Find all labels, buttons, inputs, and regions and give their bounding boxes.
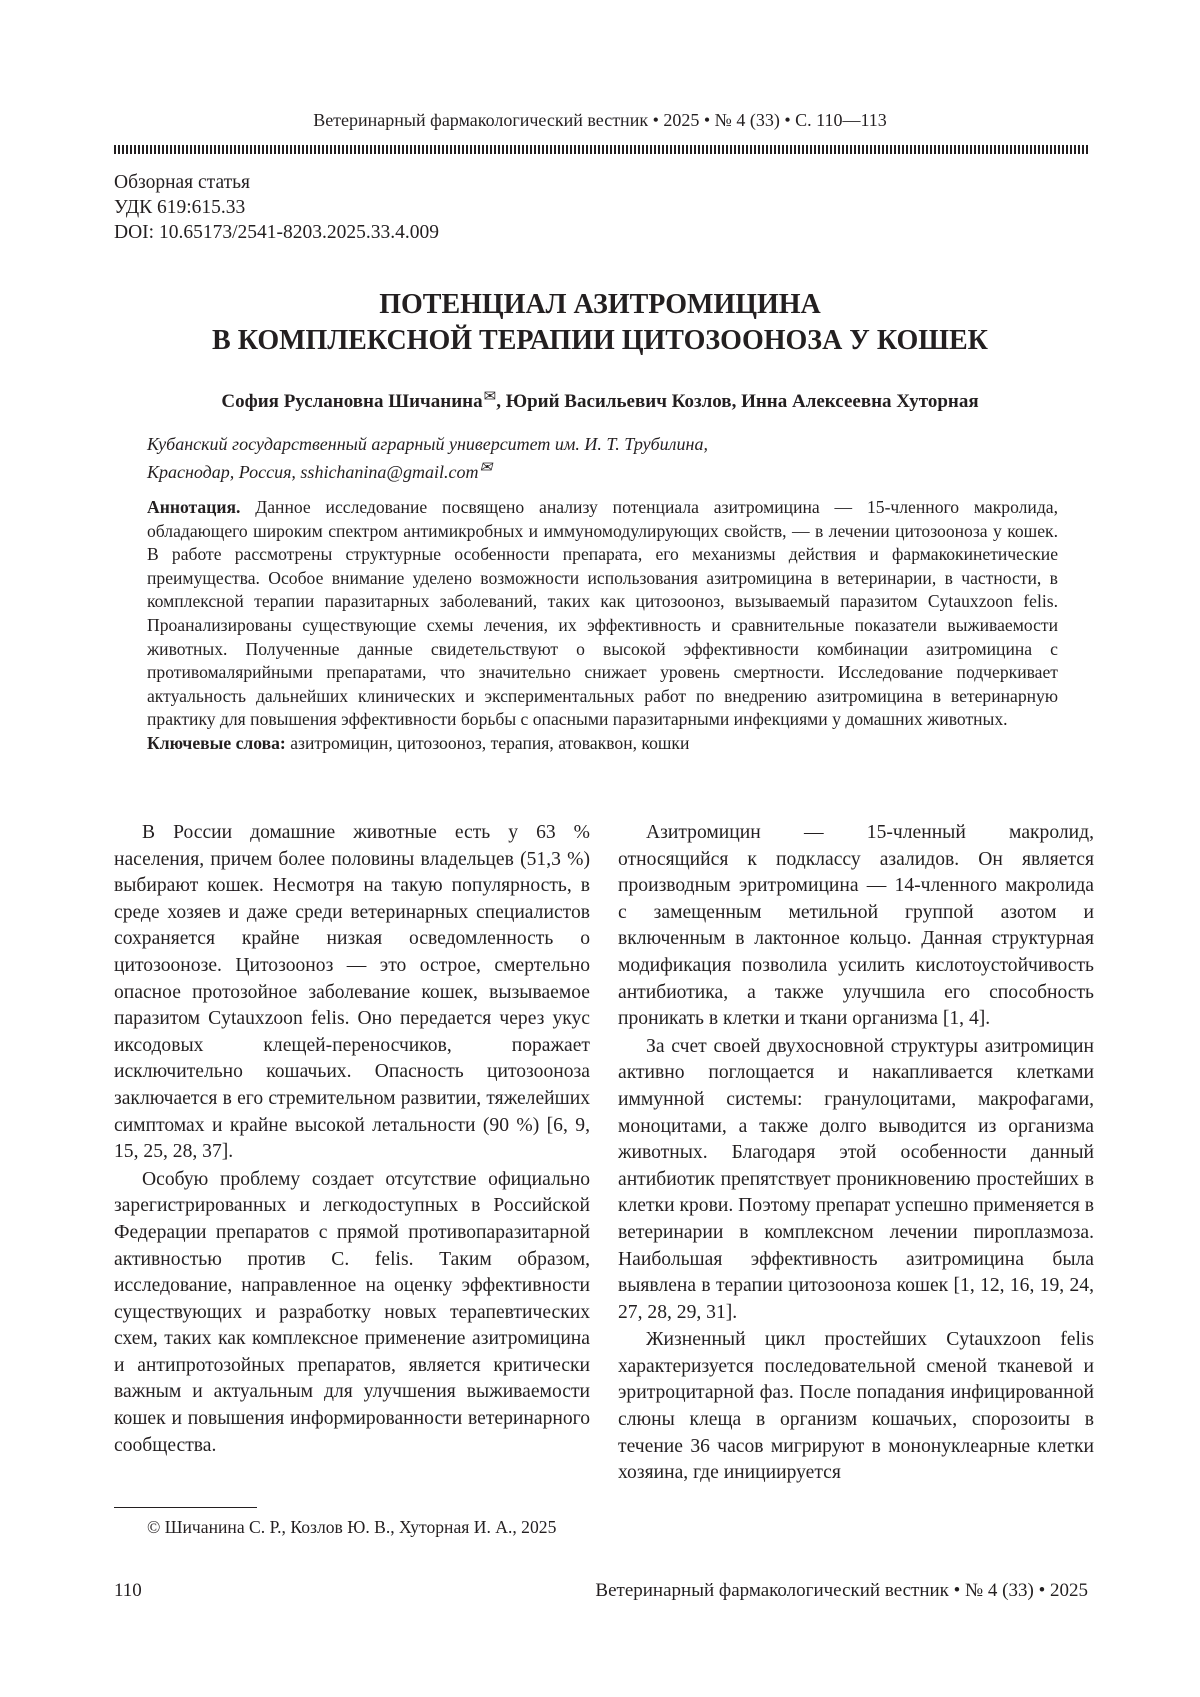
abstract [147,496,1058,756]
abstract-text: Данное исследование посвящено анализу потенциала азитромицина — 15-членного макролида, обладающего широким спектром антимикробных и иммуномодулирующих свойств, — в лечении цитозооноза у кошек. В работе рассмотрены структурные особенности препарата, его механизмы действия и фармакокинетические преимущества. Особое внимание уделено возможности использования азитромицина в ветеринарии, в частности, в комплексной терапии паразитарных заболеваний, таких как цитозооноз, вызываемый паразитом Cytauxzoon felis. Проанализированы существующие схемы лечения, их эффективность и сравнительные показатели выживаемости животных. Полученные данные свидетельствуют о высокой эффективности комбинации азитромицина с противомалярийными препаратами, что значительно снижает уровень смертности. Исследование подчеркивает актуальность дальнейших клинических и экспериментальных работ по внедрению азитромицина в ветеринарную практику для повышения эффективности борьбы с опасными паразитарными инфекциями у домашних животных. [147,497,1058,730]
other-authors: , Юрий Васильевич Козлов, Инна Алексеевна Хуторная [496,391,979,412]
paragraph: Азитромицин — 15-членный макролид, относящийся к подклассу азалидов. Он является производным эритромицина — 14-членного макролида с замещенным метильной группой азотом и включенным в лактонное кольцо. Данная структурная модификация позволила усилить кислотоустойчивость антибиотика, а также улучшила его способность проникать в клетки и ткани организма [1, 4]. [618,822,1094,1030]
article-type: Обзорная статья [114,172,250,193]
envelope-icon: ✉ [479,460,493,476]
body-column-right [618,820,1094,1488]
keywords-label: Ключевые слова: [147,732,286,753]
title-line-2: В КОМПЛЕКСНОЙ ТЕРАПИИ ЦИТОЗООНОЗА У КОШЕК [212,325,988,356]
keywords: азитромицин, цитозооноз, терапия, атоваквон, кошки [290,732,690,753]
author-1: София Руслановна Шичанина [221,391,483,412]
running-head: Ветеринарный фармакологический вестник • 2025 • № 4 (33) • С. 110—113 [313,110,887,130]
paragraph: Особую проблему создает отсутствие официально зарегистрированных и легкодоступных в Российской Федерации препаратов с прямой противопаразитарной активностью против C. felis. Таким образом, исследование, направленное на оценку эффективности существующих и разработку новых терапевтических схем, таких как комплексное применение азитромицина и антипротозойных препаратов, является критически важным и актуальным для улучшения выживаемости кошек и повышения информированности ветеринарного сообщества. [114,1168,590,1456]
envelope-icon: ✉ [483,389,497,405]
paragraph: В России домашние животные есть у 63 % населения, причем более половины владельцев (51,3 %) выбирают кошек. Несмотря на такую популярность, в среде хозяев и даже среди ветеринарных специалистов сохраняется крайне низкая осведомленность о цитозоонозе. Цитозооноз — это острое, смертельно опасное протозойное заболевание кошек, вызываемое паразитом Cytauxzoon felis. Оно передается через укус иксодовых клещей-переносчиков, поражает исключительно кошачьих. Опасность цитозооноза заключается в его стремительном развитии, тяжелейших симптомах и крайне высокой летальности (90 %) [6, 9, 15, 25, 28, 37]. [114,822,590,1163]
running-foot: Ветеринарный фармакологический вестник • № 4 (33) • 2025 [595,1580,1088,1601]
header-rule [114,145,1088,154]
affiliation-line-1: Кубанский государственный аграрный университет им. И. Т. Трубилина, [147,434,708,454]
article-title [0,287,1200,359]
page-number: 110 [114,1580,142,1601]
footnote-rule [114,1507,257,1508]
author-list [0,387,1200,413]
abstract-label: Аннотация. [147,497,241,517]
article-meta [114,170,439,245]
copyright-footnote: © Шичанина С. Р., Козлов Ю. В., Хуторная И. А., 2025 [147,1517,557,1537]
affiliation-line-2: Краснодар, Россия, sshichanina@gmail.com [147,462,479,482]
paragraph: Жизненный цикл простейших Cytauxzoon felis характеризуется последовательной сменой тканевой и эритроцитарной фаз. После попадания инфицированной слюны клеща в организм кошачьих, спорозоиты в течение 36 часов мигрируют в мононуклеарные клетки хозяина, где инициируется [618,1329,1094,1484]
doi: DOI: 10.65173/2541-8203.2025.33.4.009 [114,222,439,243]
paragraph: За счет своей двухосновной структуры азитромицин активно поглощается и накапливается клетками иммунной системы: гранулоцитами, макрофагами, моноцитами, а также долго выводится из организма животных. Благодаря этой особенности данный антибиотик препятствует проникновению простейших в клетки крови. Поэтому препарат успешно применяется в ветеринарии в комплексном лечении пироплазмоза. Наибольшая эффективность азитромицина была выявлена в терапии цитозооноза кошек [1, 12, 16, 19, 24, 27, 28, 29, 31]. [618,1035,1094,1323]
udc-code: УДК 619:615.33 [114,197,246,218]
body-column-left [114,820,590,1460]
title-line-1: ПОТЕНЦИАЛ АЗИТРОМИЦИНА [379,289,821,320]
affiliation [147,432,708,484]
